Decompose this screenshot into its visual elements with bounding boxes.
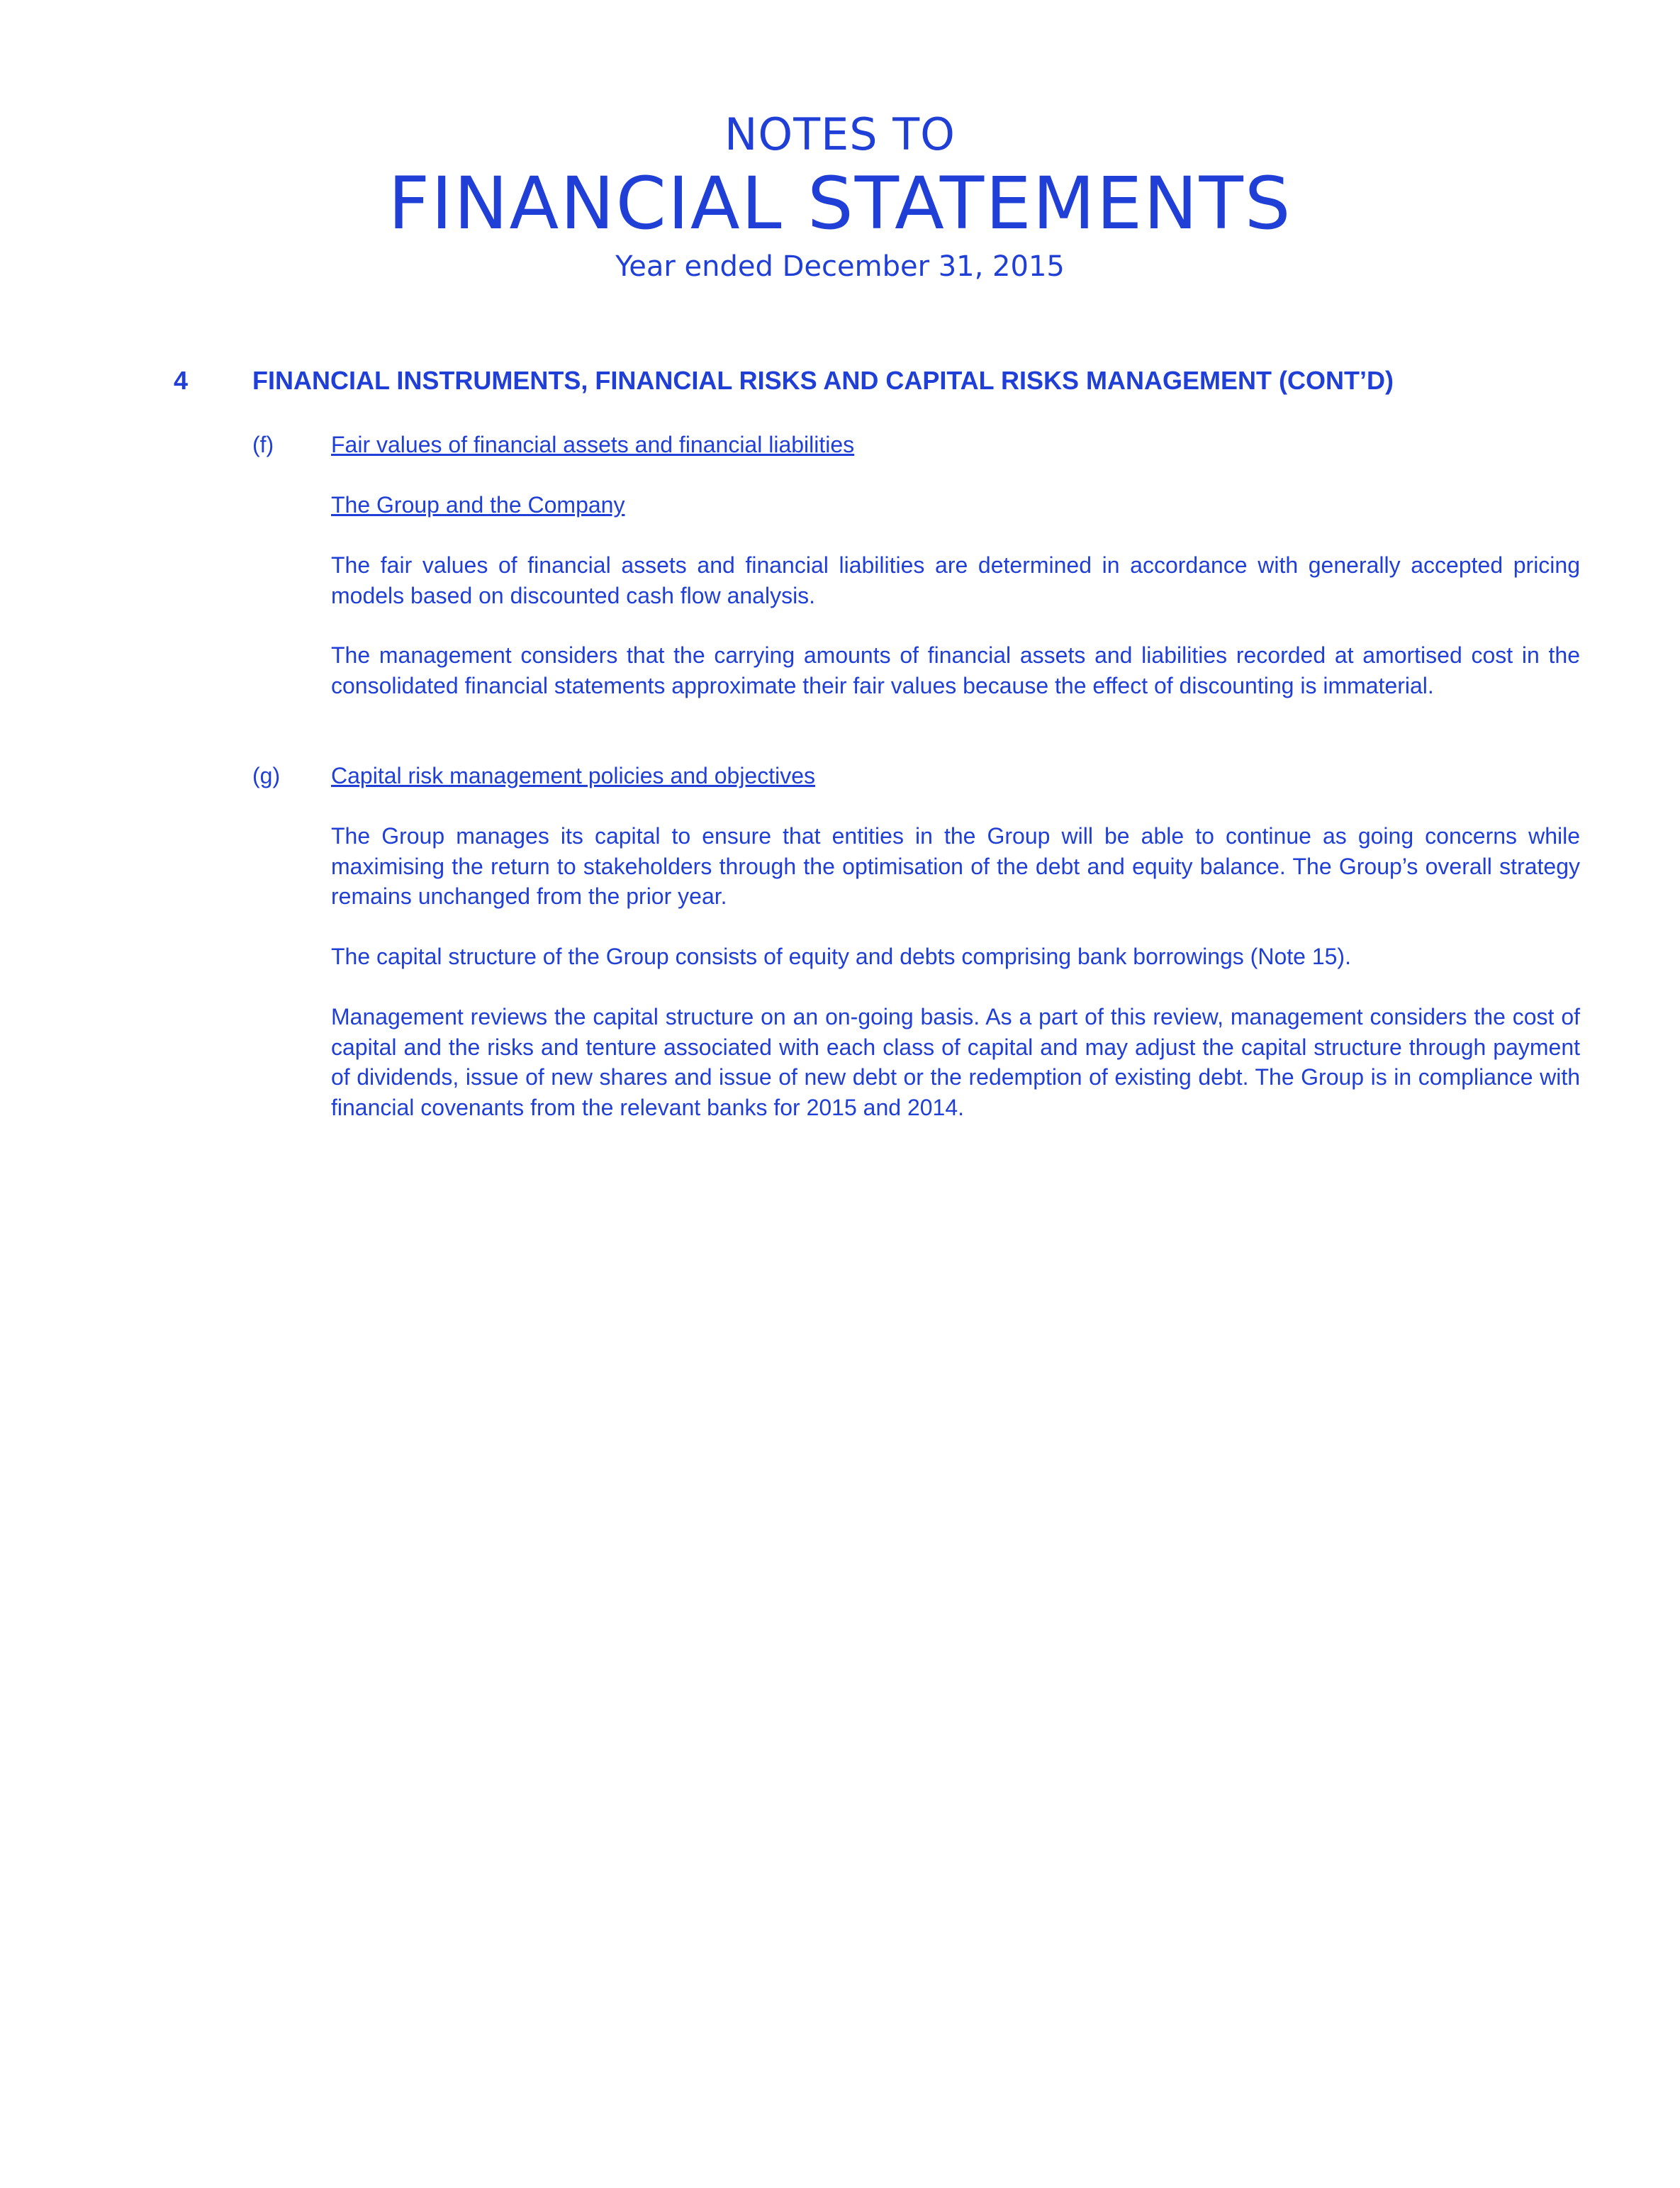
item-g-paragraph-3: Management reviews the capital structure on an on-going basis. As a part of this review, management considers the cost of capital and the risks and tenture associated with each class of capital and may adjust the capital structure through payment of dividends, issue of new shares and issue of new debt or the redemption of existing debt. The Group is in compliance with financial covenants from the relevant banks for 2015 and 2014. — [331, 1004, 1580, 1120]
item-f-marker: (f) — [252, 432, 274, 457]
item-f-heading: Fair values of financial assets and financial liabilities — [331, 432, 855, 457]
page-header — [0, 106, 1680, 288]
header-year-ended: Year ended December 31, 2015 — [615, 250, 1065, 283]
section-number: 4 — [174, 366, 189, 395]
header-financial-statements: FINANCIAL STATEMENTS — [388, 162, 1292, 246]
item-g-paragraph-2: The capital structure of the Group consists of equity and debts comprising bank borrowings (Note 15). — [331, 944, 1351, 969]
header-notes-to: NOTES TO — [724, 108, 956, 160]
item-g-heading: Capital risk management policies and objectives — [331, 763, 816, 788]
item-f-subheading: The Group and the Company — [331, 492, 625, 518]
item-f-paragraph-1: The fair values of financial assets and financial liabilities are determined in accordance with generally accepted pricing models based on discounted cash flow analysis. — [331, 552, 1580, 608]
item-f-paragraph-2: The management considers that the carrying amounts of financial assets and liabilities recorded at amortised cost in the consolidated financial statements approximate their fair values because the effect of discounting is immaterial. — [331, 642, 1580, 698]
item-g-marker: (g) — [252, 763, 281, 788]
item-g-paragraph-1: The Group manages its capital to ensure that entities in the Group will be able to continue as going concerns while maximising the return to stakeholders through the optimisation of the debt and equity balance. The Group’s overall strategy remains unchanged from the prior year. — [331, 823, 1580, 909]
section-title: FINANCIAL INSTRUMENTS, FINANCIAL RISKS AND CAPITAL RISKS MANAGEMENT (CONT’D) — [252, 366, 1394, 395]
